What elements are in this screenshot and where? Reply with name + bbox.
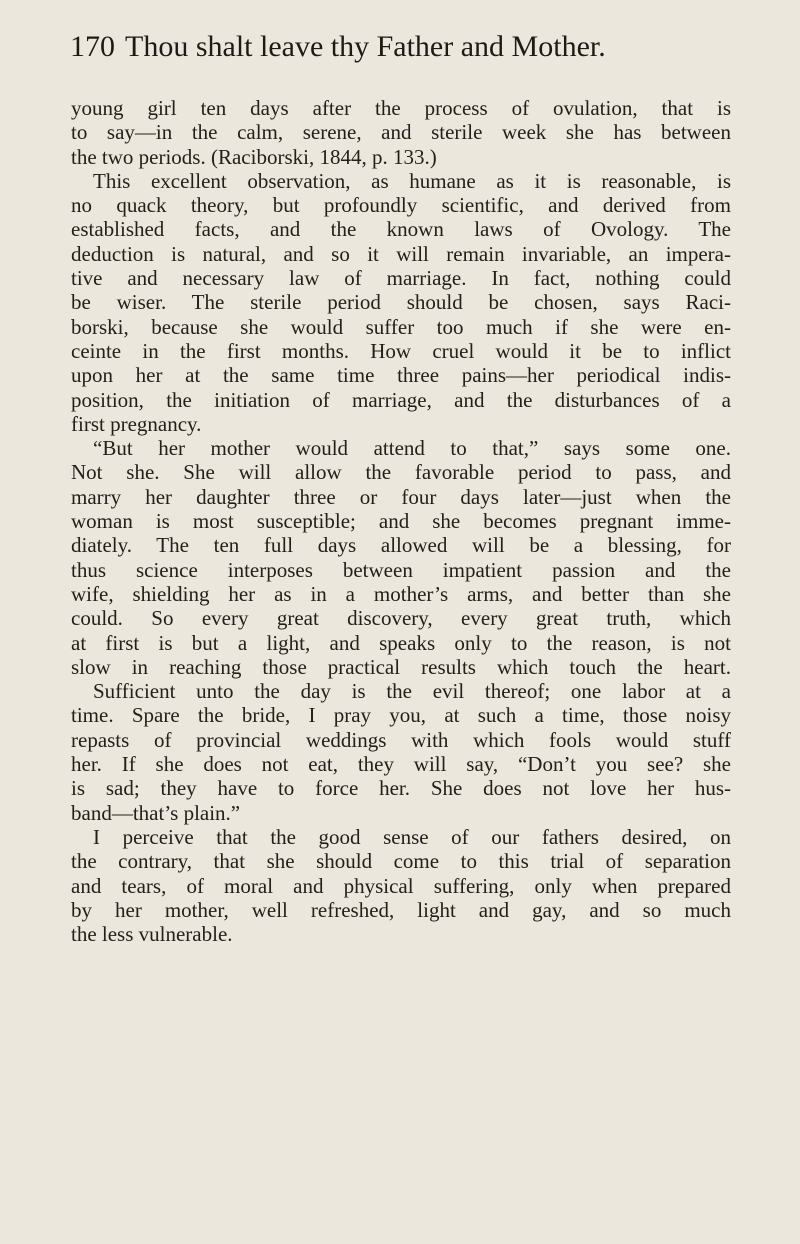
running-title: Thou shalt leave thy Father and Mother. [125,30,606,63]
text-line: ceinte in the first months. How cruel would it be to inflict [71,338,731,363]
page-number: 170 [70,30,115,63]
text-line: the two periods. (Raciborski, 1844, p. 133.) [71,144,437,169]
text-line: tive and necessary law of marriage. In fact, nothing could [71,266,731,291]
text-line: upon her at the same time three pains—her periodical indis- [71,363,731,388]
text-line: to say—in the calm, serene, and sterile week she has between [71,120,731,145]
text-line: woman is most susceptible; and she becomes pregnant imme- [71,509,731,534]
running-header [70,30,730,64]
text-line: band—that’s plain.” [71,800,241,825]
text-line: young girl ten days after the process of ovulation, that is [71,96,731,120]
text-line: established facts, and the known laws of Ovology. The [71,217,731,242]
text-line: be wiser. The sterile period should be chosen, says Raci- [71,290,731,315]
text-line: Sufficient unto the day is the evil thereof; one labor at a [93,679,731,704]
text-line: at first is but a light, and speaks only to the reason, is not [71,630,731,655]
text-line: “But her mother would attend to that,” says some one. [93,436,731,461]
text-line: I perceive that the good sense of our fathers desired, on [93,824,731,849]
text-line: diately. The ten full days allowed will be a blessing, for [71,533,731,558]
text-line: deduction is natural, and so it will remain invariable, an impera- [71,241,731,266]
text-line: marry her daughter three or four days later—just when the [71,484,731,509]
text-line: wife, shielding her as in a mother’s arms, and better than she [71,581,731,606]
text-line: thus science interposes between impatient passion and the [71,557,731,582]
text-line: no quack theory, but profoundly scientific, and derived from [71,193,731,218]
text-line: borski, because she would suffer too much if she were en- [71,314,731,339]
body-text [71,96,731,946]
text-line: the less vulnerable. [71,922,233,947]
text-line: time. Spare the bride, I pray you, at such a time, those noisy [71,703,731,728]
text-line: could. So every great discovery, every great truth, which [71,606,731,631]
text-line: is sad; they have to force her. She does not love her hus- [71,776,731,801]
text-line: by her mother, well refreshed, light and gay, and so much [71,897,731,922]
text-line: Not she. She will allow the favorable period to pass, and [71,460,731,485]
text-line: the contrary, that she should come to this trial of separation [71,849,731,874]
text-line: repasts of provincial weddings with which fools would stuff [71,727,731,752]
text-line: first pregnancy. [71,411,202,436]
text-line: This excellent observation, as humane as it is reasonable, is [93,168,731,193]
text-line: and tears, of moral and physical suffering, only when prepared [71,873,731,898]
text-line: slow in reaching those practical results which touch the heart. [71,654,731,679]
text-line: position, the initiation of marriage, and the disturbances of a [71,387,731,412]
text-line: her. If she does not eat, they will say, “Don’t you see? she [71,752,731,777]
